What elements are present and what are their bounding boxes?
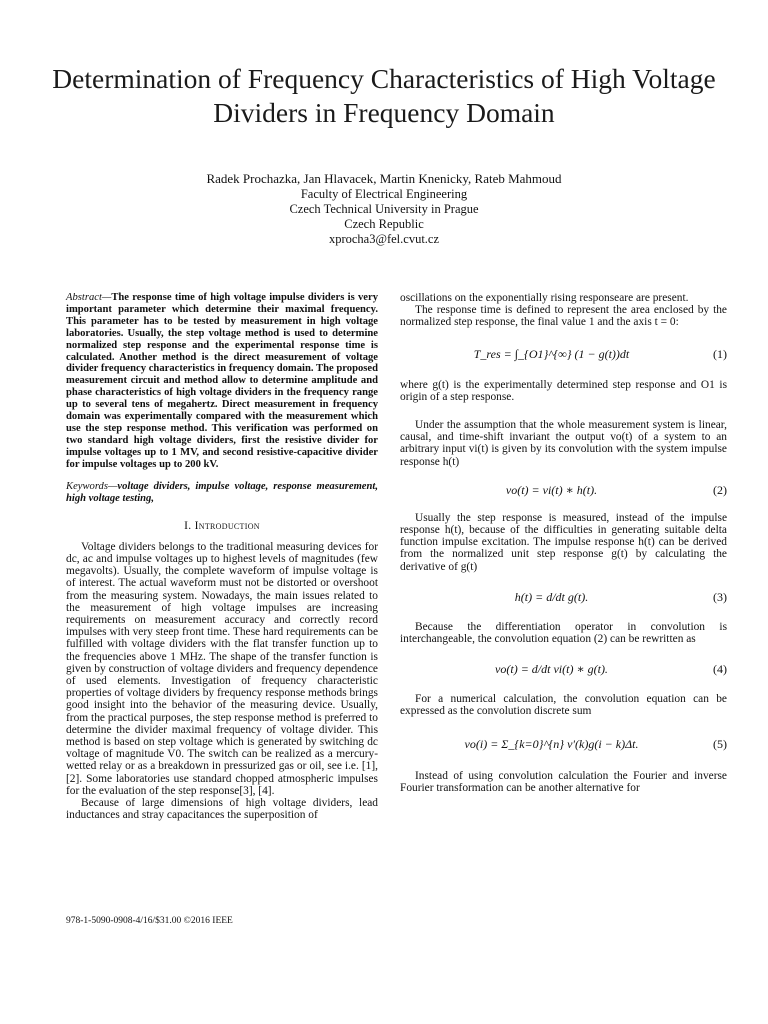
author-names: Radek Prochazka, Jan Hlavacek, Martin Knenicky, Rateb Mahmoud bbox=[206, 171, 562, 186]
right-paragraph-8: Instead of using convolution calculation the Fourier and inverse Fourier transformation can be another alternative for bbox=[400, 769, 727, 794]
keywords bbox=[66, 481, 378, 505]
right-column bbox=[400, 292, 727, 794]
right-paragraph-2: The response time is defined to represent the area enclosed by the normalized step response, the final value 1 and the axis t = 0: bbox=[400, 304, 727, 329]
equation-1-number: (1) bbox=[713, 346, 727, 361]
intro-paragraph-1: Voltage dividers belongs to the traditional measuring devices for dc, ac and impulse voltages up to highest levels of magnitudes (few megavolts). Usually, the complete waveform of impulse voltage is of interest. The actual waveform must not be distorted or overshoot from the measuring system. Nowadays, the main issues related to the measurement of high voltage impulses are increasing requirements on measurement accuracy and correctly record impulses with very steep front time. These hard requirements can be fulfilled with voltage dividers with the flat transfer function up to the frequencies above 1 MHz. The shape of the transfer function is given by construction of voltage dividers and frequency dependence of used elements. Investigation of frequency characteristic properties of voltage dividers by frequency response methods brings good insight into the behavior of the measuring device. Usually, from the practical purposes, the step response method is preferred to determine the divider maximal frequency of voltage divider. This method is based on step voltage which is generated by switching dc voltage of magnitude V0. The switch can be realized as a mercury-wetted relay or as a breakdown in pressurized gas or oil, see i.e. [1], [2]. Some laboratories use standard chopped atmospheric impulses for the evaluation of the step response[3], [4]. bbox=[66, 540, 378, 797]
intro-paragraph-2: Because of large dimensions of high voltage dividers, lead inductances and stray capacitances the superposition of bbox=[66, 797, 378, 822]
copyright-footer: 978-1-5090-0908-4/16/$31.00 ©2016 IEEE bbox=[66, 916, 233, 926]
equation-2-number: (2) bbox=[713, 482, 727, 497]
paper-title: Determination of Frequency Characteristics of High Voltage Dividers in Frequency Domain bbox=[52, 63, 716, 128]
equation-5 bbox=[400, 718, 727, 770]
equation-1-expression: T_res = ∫_{O1}^{∞} (1 − g(t))dt bbox=[473, 346, 630, 361]
equation-3 bbox=[400, 573, 727, 621]
equation-1 bbox=[400, 329, 727, 379]
right-paragraph-4: Under the assumption that the whole measurement system is linear, causal, and time-shift invariant the output vo(t) of a system to an arbitrary input vi(t) is given by its convolution with the system impulse response h(t) bbox=[400, 419, 727, 468]
author-faculty: Faculty of Electrical Engineering bbox=[300, 187, 468, 201]
author-university: Czech Technical University in Prague bbox=[289, 202, 479, 216]
equation-2-expression: vo(t) = vi(t) ∗ h(t). bbox=[505, 482, 598, 497]
author-block bbox=[84, 171, 684, 247]
equation-5-number: (5) bbox=[713, 736, 727, 751]
equation-3-expression: h(t) = d/dt g(t). bbox=[514, 589, 589, 604]
abstract-lead: Abstract— bbox=[66, 292, 112, 303]
right-paragraph-7: For a numerical calculation, the convolution equation can be expressed as the convolution discrete sum bbox=[400, 693, 727, 718]
author-email: xprocha3@fel.cvut.cz bbox=[328, 232, 440, 246]
keywords-text: voltage dividers, impulse voltage, response measurement, high voltage testing, bbox=[66, 480, 378, 504]
section-title: Introduction bbox=[194, 519, 260, 532]
equation-2 bbox=[400, 468, 727, 512]
right-paragraph-1: oscillations on the exponentially rising responseare are present. bbox=[400, 292, 689, 304]
equation-4-number: (4) bbox=[713, 662, 727, 677]
equation-5-expression: vo(i) = Σ_{k=0}^{n} v'(k)g(i − k)Δt. bbox=[464, 736, 639, 751]
keywords-lead: Keywords— bbox=[66, 480, 118, 492]
author-country: Czech Republic bbox=[344, 217, 424, 231]
abstract-text: The response time of high voltage impulse dividers is very important parameter which determine their maximal frequency. This parameter has to be tested by measurement in high voltage laboratories. Usually, the step voltage method is used to determine normalized step response and the experimental response time is calculated. Another method is the direct measurement of voltage divider frequency characteristics in frequency domain. The proposed measurement circuit and method allow to determine amplitude and phase characteristics of high voltage dividers in the frequency range up to several tens of megahertz. Direct measurement in frequency domain was experimentally compared with the measurement which use the step response method. This verification was performed on two standard high voltage dividers, first the resistive divider for impulse voltages up to 1 MV, and second resistive-capacitive divider for impulse voltages up to 200 kV. bbox=[66, 292, 378, 470]
section-number: I. bbox=[184, 519, 192, 532]
right-paragraph-5: Usually the step response is measured, instead of the impulse response h(t), because of the difficulties in generating suitable delta function impulse excitation. The impulse response h(t) can be derived from the normalized unit step response g(t) by calculating the derivative of g(t) bbox=[400, 511, 727, 573]
equation-3-number: (3) bbox=[713, 589, 727, 604]
equation-4 bbox=[400, 645, 727, 693]
abstract bbox=[66, 292, 378, 471]
right-paragraph-6: Because the differentiation operator in convolution is interchangeable, the convolution equation (2) can be rewritten as bbox=[400, 620, 727, 646]
section-heading-introduction bbox=[66, 520, 378, 532]
equation-4-expression: vo(t) = d/dt vi(t) ∗ g(t). bbox=[495, 662, 608, 677]
right-paragraph-3: where g(t) is the experimentally determined step response and O1 is origin of a step response. bbox=[400, 378, 727, 403]
left-column bbox=[66, 292, 378, 821]
